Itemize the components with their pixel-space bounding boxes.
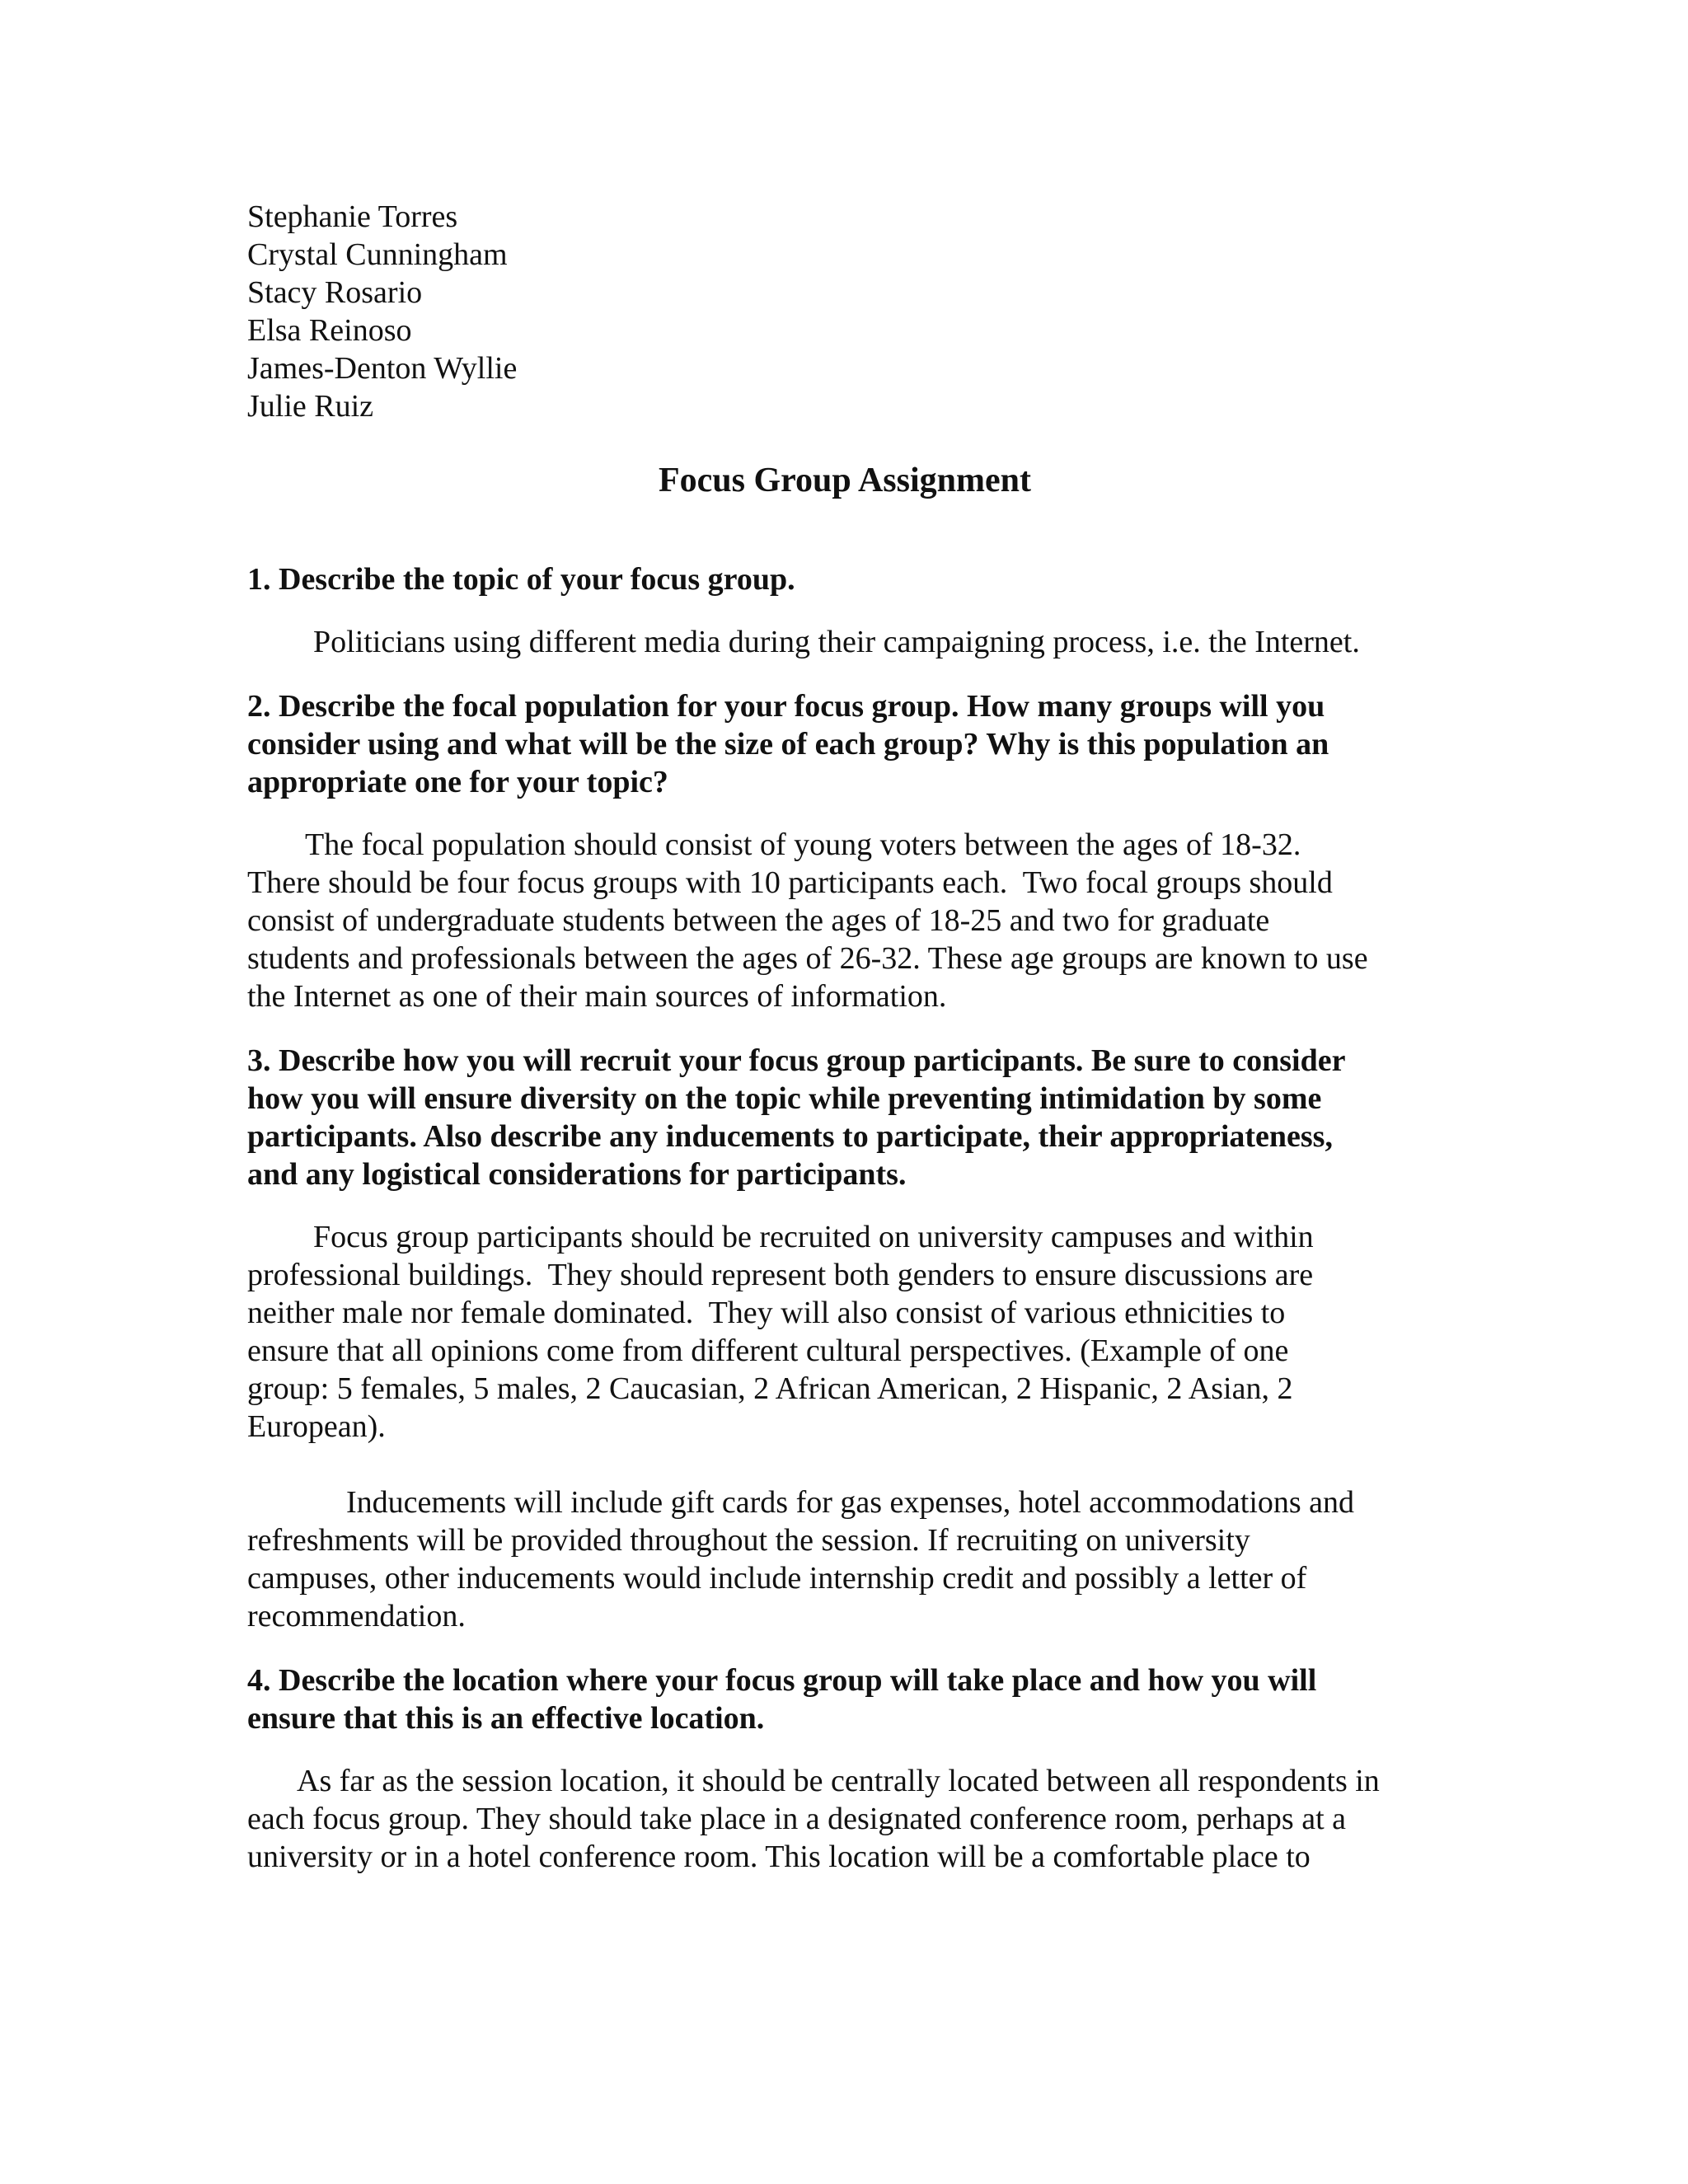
answer-line: consist of undergraduate students between the ages of 18-25 and two for graduate — [247, 903, 1270, 938]
author-name: Stacy Rosario — [247, 275, 423, 310]
answer-line: refreshments will be provided throughout the session. If recruiting on university — [247, 1523, 1250, 1558]
answer-line: European). — [247, 1409, 386, 1444]
answer-line: Politicians using different media during their campaigning process, i.e. the Internet. — [313, 625, 1360, 659]
answer-1 — [247, 623, 1442, 661]
question-line: consider using and what will be the size of each group? Why is this population an — [247, 727, 1329, 762]
document-content — [247, 198, 1442, 1876]
question-line: appropriate one for your topic? — [247, 765, 668, 799]
answer-line: As far as the session location, it should be centrally located between all respondents in — [297, 1764, 1380, 1798]
author-name: Elsa Reinoso — [247, 313, 412, 348]
author-name: Crystal Cunningham — [247, 237, 508, 272]
question-line: how you will ensure diversity on the topic while preventing intimidation by some — [247, 1081, 1322, 1116]
answer-line: students and professionals between the ages of 26-32. These age groups are known to use — [247, 941, 1368, 976]
answer-line: Inducements will include gift cards for gas expenses, hotel accommodations and — [346, 1485, 1355, 1520]
answer-line: neither male nor female dominated. They will also consist of various ethnicities to — [247, 1296, 1286, 1330]
answer-line: Focus group participants should be recruited on university campuses and within — [313, 1220, 1314, 1254]
answer-line: professional buildings. They should represent both genders to ensure discussions are — [247, 1258, 1314, 1292]
author-name: James-Denton Wyllie — [247, 351, 518, 386]
answer-3-inducements — [247, 1483, 1442, 1635]
answer-line: The focal population should consist of young voters between the ages of 18-32. — [305, 827, 1301, 862]
question-4 — [247, 1661, 1442, 1737]
question-line: ensure that this is an effective location. — [247, 1701, 765, 1736]
question-line: participants. Also describe any inducements to participate, their appropriateness, — [247, 1119, 1333, 1154]
answer-line: university or in a hotel conference room. This location will be a comfortable place to — [247, 1840, 1311, 1874]
question-line: 3. Describe how you will recruit your focus group participants. Be sure to consider — [247, 1043, 1346, 1078]
question-1: 1. Describe the topic of your focus group. — [247, 562, 795, 597]
answer-2 — [247, 826, 1442, 1015]
author-list — [247, 198, 1442, 425]
answer-line: There should be four focus groups with 10 participants each. Two focal groups should — [247, 865, 1333, 900]
answer-4 — [247, 1762, 1442, 1876]
question-line: 4. Describe the location where your focus group will take place and how you will — [247, 1663, 1317, 1698]
question-2 — [247, 687, 1442, 801]
document-title: Focus Group Assignment — [659, 462, 1031, 499]
answer-line: the Internet as one of their main sources of information. — [247, 979, 947, 1014]
author-name: Stephanie Torres — [247, 199, 458, 234]
answer-3 — [247, 1218, 1442, 1446]
answer-line: campuses, other inducements would include internship credit and possibly a letter of — [247, 1561, 1307, 1596]
answer-line: each focus group. They should take place in a designated conference room, perhaps at a — [247, 1802, 1346, 1836]
author-name: Julie Ruiz — [247, 389, 374, 424]
question-line: 2. Describe the focal population for your focus group. How many groups will you — [247, 689, 1325, 724]
answer-line: group: 5 females, 5 males, 2 Caucasian, 2 African American, 2 Hispanic, 2 Asian, 2 — [247, 1371, 1293, 1406]
question-3 — [247, 1042, 1442, 1193]
question-line: and any logistical considerations for participants. — [247, 1157, 907, 1192]
answer-line: ensure that all opinions come from different cultural perspectives. (Example of one — [247, 1333, 1289, 1368]
answer-line: recommendation. — [247, 1599, 466, 1633]
